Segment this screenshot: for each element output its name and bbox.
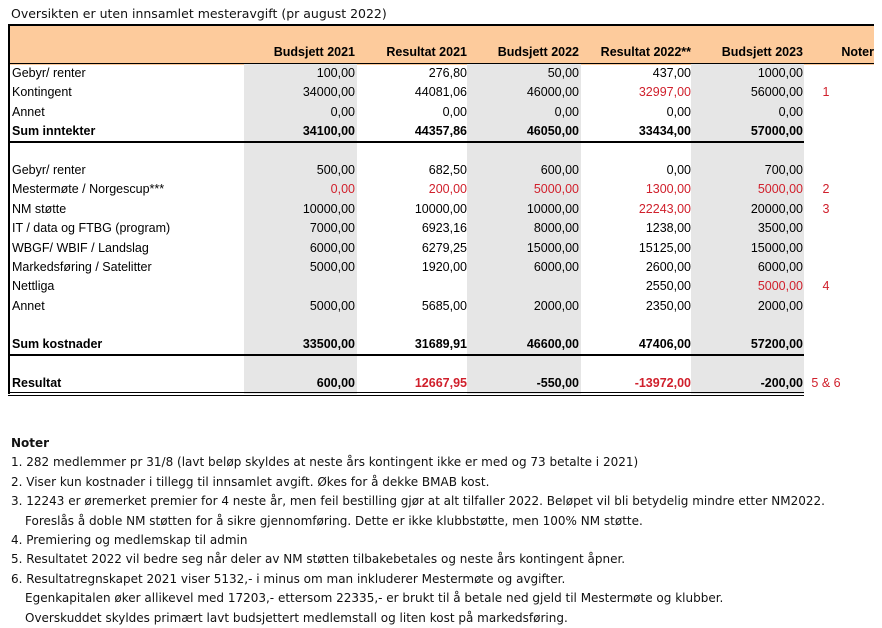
cell-value: 1000,00 [757,66,803,80]
sum-costs-row [10,335,874,354]
sum-income-border [8,141,804,143]
cell-value: 5000,00 [533,182,579,197]
table-row [10,239,874,258]
cell-value: 2000,00 [757,298,803,313]
cell-value: 34100,00 [302,124,355,139]
col-header-budsjett-2022: Budsjett 2022 [497,45,579,59]
row-label: Sum inntekter [12,124,96,139]
note-line: Overskuddet skyldes primært lavt budsjettert medlemstall og liten kost på markedsføring. [25,610,568,625]
cell-value: 31689,91 [414,337,467,351]
cell-value: 1920,00 [421,260,467,274]
notes-section [11,434,825,628]
cell-value: 33434,00 [638,124,691,139]
note-reference: 3 [822,201,830,216]
row-label: NM støtte [12,201,67,216]
cell-value: -13972,00 [634,376,691,390]
note-reference: 2 [822,182,830,197]
sum-income-row [10,122,874,141]
cell-value: 600,00 [316,376,355,390]
cell-value: 47406,00 [638,337,691,351]
cell-value: 0,00 [778,104,803,119]
cell-value: 6923,16 [421,221,467,236]
cell-value: 6000,00 [757,260,803,274]
cell-value: 200,00 [428,182,467,197]
cell-value: 700,00 [764,163,803,177]
col-header-noter: Noter [841,45,874,59]
table-row [10,64,874,83]
header-row [10,43,874,62]
cell-value: -200,00 [760,376,803,390]
note-line: 6. Resultatregnskapet 2021 viser 5132,- i minus om man inkluderer Mestermøte og avgifter. [11,571,566,586]
cell-value: 34000,00 [302,85,355,100]
row-label: Annet [12,298,45,313]
cell-value: 46050,00 [526,124,579,139]
cell-value: 15125,00 [638,240,691,255]
cell-value: 6000,00 [533,260,579,274]
cell-value: 57200,00 [750,337,803,351]
cell-value: -550,00 [536,376,579,390]
note-reference: 4 [822,279,830,294]
table-row [10,180,874,199]
cell-value: 0,00 [554,104,579,119]
cell-value: 56000,00 [750,85,803,100]
cell-value: 3500,00 [757,221,803,236]
result-row [10,374,874,393]
cell-value: 0,00 [442,104,467,119]
note-line: 5. Resultatet 2022 vil bedre seg når deler av NM støtten tilbakebetales og neste års kontingent åpner. [11,552,626,567]
notes-heading: Noter [11,436,50,450]
note-line: Foreslås å doble NM støtten for å sikre gjennomføring. Dette er ikke klubbstøtte, men 100% NM støtte. [25,513,643,528]
cell-value: 5000,00 [309,260,355,274]
row-label: Mestermøte / Norgescup*** [12,182,165,197]
cell-value: 7000,00 [309,221,355,236]
row-label: Kontingent [12,85,72,100]
table-row [10,83,874,102]
note-reference: 1 [822,85,830,100]
cell-value: 2000,00 [533,298,579,313]
cell-value: 20000,00 [750,201,803,216]
cell-value: 2350,00 [645,298,691,313]
col-header-resultat-2021: Resultat 2021 [386,45,467,59]
cell-value: 6000,00 [309,240,355,255]
note-line: 1. 282 medlemmer pr 31/8 (lavt beløp skyldes at neste års kontingent ikke er med og 73 betalte i 2021) [11,455,639,470]
cell-value: 46000,00 [526,85,579,100]
cell-value: 32997,00 [638,85,691,100]
result-double-border [8,392,804,396]
cell-value: 682,50 [428,163,467,177]
cell-value: 15000,00 [750,240,803,255]
cell-value: 100,00 [316,66,355,80]
col-header-budsjett-2023: Budsjett 2023 [721,45,803,59]
cell-value: 0,00 [666,104,691,119]
cell-value: 10000,00 [414,201,467,216]
cell-value: 22243,00 [638,201,691,216]
row-label: Nettliga [12,279,55,294]
col-header-budsjett-2021: Budsjett 2021 [273,45,355,59]
row-label: IT / data og FTBG (program) [12,221,171,236]
table-row [10,219,874,238]
table-row [10,161,874,180]
cell-value: 1238,00 [645,221,691,236]
sum-costs-border [8,354,804,356]
cell-value: 8000,00 [533,221,579,236]
row-label: Resultat [12,376,62,390]
cell-value: 6279,25 [421,240,467,255]
cell-value: 5000,00 [309,298,355,313]
note-line: Egenkapitalen øker allikevel med 17203,- ettersom 22335,- er brukt til å betale ned gjeld til Mestermøte og klubber. [25,591,724,606]
row-label: Gebyr/ renter [12,163,86,177]
table-row [10,200,874,219]
table-row [10,258,874,277]
cell-value: 12667,95 [414,376,467,390]
cell-value: 5000,00 [757,182,803,197]
row-label: Sum kostnader [12,337,103,351]
cell-value: 500,00 [316,163,355,177]
cell-value: 5685,00 [421,298,467,313]
cell-value: 437,00 [652,66,691,80]
cell-value: 44357,86 [414,124,467,139]
cell-value: 33500,00 [302,337,355,351]
cell-value: 15000,00 [526,240,579,255]
cell-value: 57000,00 [750,124,803,139]
cell-value: 600,00 [540,163,579,177]
cell-value: 46600,00 [526,337,579,351]
cell-value: 0,00 [330,182,355,197]
table-row [10,103,874,122]
cell-value: 10000,00 [302,201,355,216]
row-label: Gebyr/ renter [12,66,86,80]
col-header-resultat-2022: Resultat 2022** [600,45,691,59]
cell-value: 44081,06 [414,85,467,100]
cell-value: 10000,00 [526,201,579,216]
table-row [10,297,874,316]
cell-value: 0,00 [666,163,691,177]
cell-value: 5000,00 [757,279,803,294]
sheet-title: Oversikten er uten innsamlet mesteravgift (pr august 2022) [11,6,387,21]
cell-value: 0,00 [330,104,355,119]
row-label: Annet [12,104,45,119]
note-reference: 5 & 6 [811,376,841,390]
note-line: 2. Viser kun kostnader i tillegg til innsamlet avgift. Økes for å dekke BMAB kost. [11,474,490,489]
cell-value: 2600,00 [645,260,691,274]
cell-value: 276,80 [428,66,467,80]
cell-value: 1300,00 [645,182,691,197]
table-row [10,277,874,296]
row-label: Markedsføring / Satelitter [12,260,152,274]
note-line: 3. 12243 er øremerket premier for 4 neste år, men feil bestilling gjør at alt tilfaller 2022. Beløpet vil bli betydelig mindre etter NM2022. [11,494,825,509]
cell-value: 50,00 [547,66,579,80]
note-line: 4. Premiering og medlemskap til admin [11,533,248,548]
row-label: WBGF/ WBIF / Landslag [12,240,149,255]
cell-value: 2550,00 [645,279,691,294]
